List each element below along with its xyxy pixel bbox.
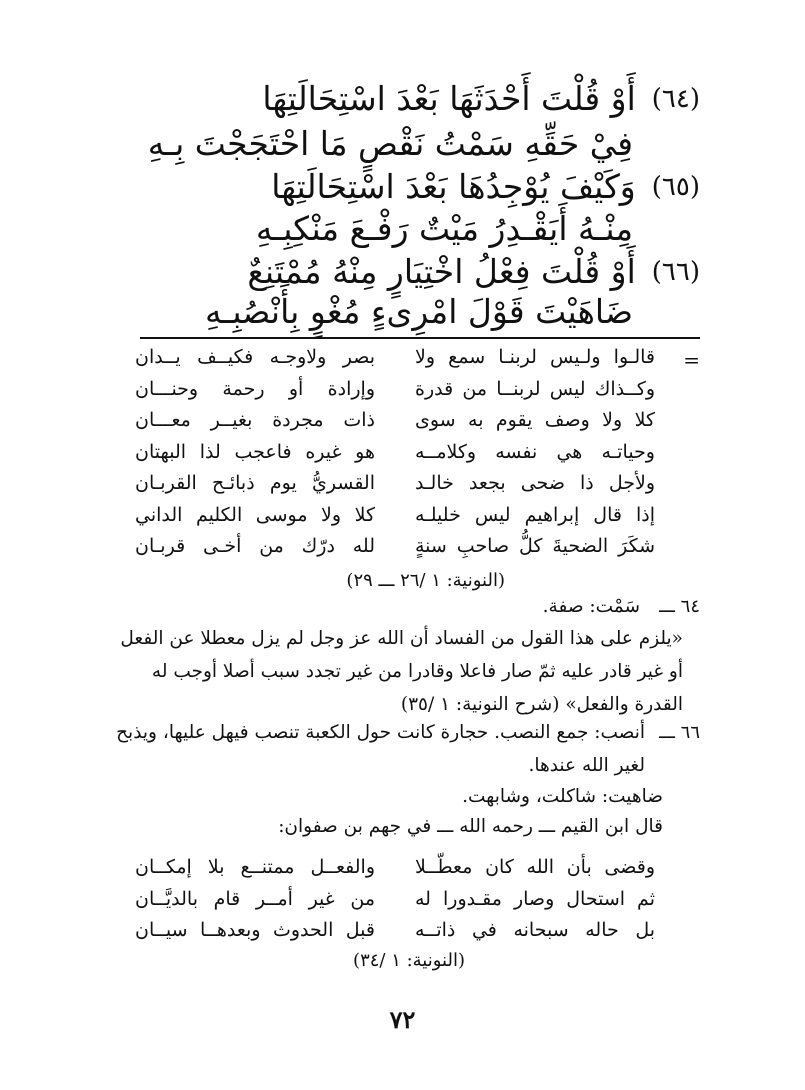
- verse-line: [113, 208, 633, 250]
- note-intro: قال ابن القيم ـــ رحمه الله ـــ في جهم بن صفوان:: [278, 816, 663, 837]
- verse-line: [113, 291, 633, 333]
- poem-hemistich: وكــذاك ليس لربنــا من قدرة: [415, 377, 655, 400]
- page-number: ٧٢: [389, 1005, 416, 1034]
- verse-text: أَوْ قُلْتَ أَحْدَثَهَا بَعْدَ اسْتِحَالَتِهَا: [262, 79, 636, 118]
- poem-hemistich: من غير أمــر قام بالديَّــان: [135, 887, 375, 910]
- poem-row: [135, 437, 655, 469]
- poem-row: [135, 531, 655, 563]
- note-text: أنصب: جمع النصب. حجارة كانت حول الكعبة تنصب فيهل عليها، ويذبح لغير الله عندها.: [116, 722, 645, 776]
- poem-row: [135, 374, 655, 406]
- poem-citation: (النونية: ١ /٢٦ ـــ ٢٩): [346, 570, 505, 591]
- note-definition: ضاهيت: شاكلت، وشابهت.: [462, 786, 663, 807]
- verse-line: [140, 251, 700, 293]
- verse-text: مِنْـهُ أَيَقْـدِرُ مَيْتٌ رَفْـعَ مَنْكِبِـهِ: [255, 209, 633, 248]
- verse-text: أَوْ قُلْتَ فِعْلُ اخْتِيَارٍ مِنْهُ مُمْتَنِعٌ: [247, 252, 636, 291]
- poem-citation: (النونية: ١ /٣٤): [353, 950, 465, 971]
- poem-hemistich: ذات مجردة بغيــر معـــان: [135, 409, 375, 431]
- poem-hemistich: بصر ولاوجـه فكيــف يــدان: [135, 346, 375, 368]
- verse-text: وَكَيْفَ يُوْجِدُهَا بَعْدَ اسْتِحَالَتِهَا: [271, 167, 636, 206]
- note-definition: سَمْت: صفة.: [542, 596, 640, 617]
- poem-hemistich: لله درّك من أخـى قربـان: [135, 535, 375, 557]
- poem-hemistich: وحياتـه هي نفسه وكلامــه: [415, 440, 655, 463]
- poem-hemistich: والفعــل ممتنــع بلا إمكــان: [135, 856, 375, 878]
- poem-hemistich: ولأجل ذا ضحى بجعد خالـد: [415, 472, 655, 494]
- note-quote: «يلزم على هذا القول من الفساد أن الله عز وجل لم يزل معطلا عن الفعل أو غير قادر عليه ثمّ صار فاعلا وقادرا من غير تجدد سبب أصلا أوجب له القدرة والفعل» (شرح النونية: ١ /٣٥): [120, 628, 683, 715]
- poem-row: [135, 884, 655, 916]
- poem-row: [135, 500, 655, 532]
- poem-hemistich: ثم استحال وصار مقـدورا له: [415, 887, 655, 910]
- verse-line: [140, 78, 700, 120]
- poem-hemistich: هو غيره فاعجب لذا البهتان: [135, 440, 375, 463]
- verse-number: (٦٤): [651, 84, 700, 114]
- continuation-mark: =: [683, 348, 700, 372]
- poem-row: [135, 468, 655, 500]
- footnote-divider: [140, 337, 700, 339]
- poem-row: [135, 915, 655, 947]
- poem-row: [135, 405, 655, 437]
- note-number: ٦٤ ـــ: [659, 596, 700, 617]
- verse-line: [140, 166, 700, 208]
- poem-hemistich: وإرادة أو رحمة وحنـــان: [135, 377, 375, 400]
- verse-number: (٦٦): [651, 257, 700, 287]
- verse-line: [113, 123, 633, 165]
- note-number: ٦٦ ـــ: [659, 722, 700, 743]
- verse-text: فِيْ حَقِّهِ سَمْتُ نَقْصٍ مَا احْتَجَجْتَ بِـهِ: [147, 124, 633, 163]
- poem-hemistich: بل حاله سبحانه في ذاتــه: [415, 919, 655, 941]
- poem-row: [135, 852, 655, 884]
- poem-hemistich: وقضى بأن الله كان معطّــلا: [415, 856, 655, 878]
- poem-hemistich: كلا ولا وصف يقوم به سوى: [415, 409, 655, 431]
- poem-hemistich: كلا ولا موسى الكليم الداني: [135, 503, 375, 526]
- verse-number: (٦٥): [651, 172, 700, 202]
- poem-hemistich: قالـوا ولـيس لربنـا سمع ولا: [415, 346, 655, 368]
- poem-hemistich: إذا قال إبراهيم ليس خليلـه: [415, 503, 655, 526]
- footnote-poem: [135, 852, 655, 947]
- poem-hemistich: قبل الحدوث وبعدهــا سيــان: [135, 919, 375, 941]
- verse-text: ضَاهَيْتَ قَوْلَ امْرِىءٍ مُغْوٍ بِأَنْصُبِـهِ: [204, 292, 633, 331]
- poem-row: [135, 342, 655, 374]
- footnote-poem: [135, 342, 655, 563]
- poem-hemistich: شكَرَ الضحيةَ كلُّ صاحبِ سنةٍ: [415, 535, 655, 557]
- poem-hemistich: القسريُّ يوم ذبائـح القربـان: [135, 472, 375, 494]
